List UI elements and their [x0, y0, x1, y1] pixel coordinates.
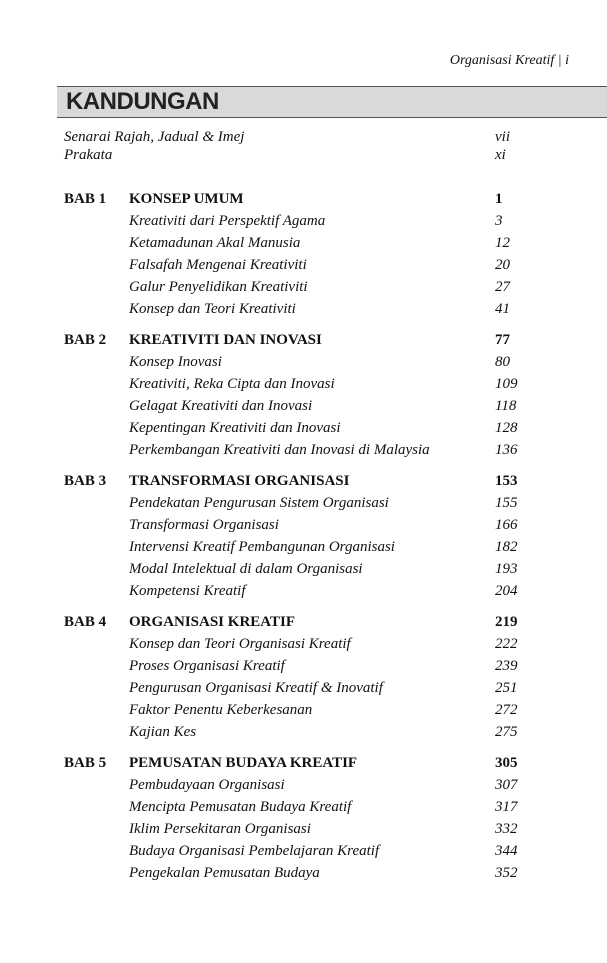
- section-title: Galur Penyelidikan Kreativiti: [129, 279, 308, 295]
- section-entry: [64, 699, 544, 721]
- section-entry: [64, 818, 544, 840]
- chapter-block: [64, 752, 544, 884]
- front-matter-entry: [64, 146, 544, 164]
- section-page: 3: [495, 213, 503, 229]
- chapter-block: [64, 470, 544, 602]
- section-page: 155: [495, 495, 518, 511]
- section-title: Proses Organisasi Kreatif: [129, 658, 285, 674]
- section-entry: [64, 580, 544, 602]
- section-page: 317: [495, 799, 518, 815]
- section-title: Kajian Kes: [129, 724, 197, 740]
- chapter-page: 1: [495, 191, 503, 207]
- section-page: 136: [495, 442, 518, 458]
- section-page: 193: [495, 561, 518, 577]
- section-page: 182: [495, 539, 518, 555]
- running-head: Organisasi Kreatif | i: [449, 53, 569, 68]
- section-page: 332: [495, 821, 518, 837]
- chapter-label: BAB 5: [64, 755, 107, 771]
- section-page: 12: [495, 235, 510, 251]
- chapter-heading: [64, 470, 544, 492]
- section-title: Transformasi Organisasi: [129, 517, 279, 533]
- section-entry: [64, 254, 544, 276]
- section-title: Perkembangan Kreativiti dan Inovasi di Malaysia: [129, 442, 430, 458]
- section-title: Pembudayaan Organisasi: [129, 777, 285, 793]
- section-page: 128: [495, 420, 518, 436]
- section-page: 222: [495, 636, 518, 652]
- section-entry: [64, 351, 544, 373]
- section-entry: [64, 439, 544, 461]
- section-title: Mencipta Pemusatan Budaya Kreatif: [129, 799, 352, 815]
- title-bar: [57, 86, 607, 118]
- section-entry: [64, 210, 544, 232]
- section-page: 272: [495, 702, 518, 718]
- section-title: Pendekatan Pengurusan Sistem Organisasi: [129, 495, 389, 511]
- section-page: 166: [495, 517, 518, 533]
- section-page: 344: [495, 843, 518, 859]
- section-entry: [64, 774, 544, 796]
- section-entry: [64, 721, 544, 743]
- chapter-title: TRANSFORMASI ORGANISASI: [129, 473, 350, 489]
- section-entry: [64, 395, 544, 417]
- section-title: Konsep dan Teori Kreativiti: [129, 301, 296, 317]
- chapter-block: [64, 188, 544, 320]
- section-entry: [64, 655, 544, 677]
- section-page: 307: [495, 777, 518, 793]
- section-title: Gelagat Kreativiti dan Inovasi: [129, 398, 313, 414]
- section-title: Konsep Inovasi: [129, 354, 222, 370]
- section-page: 239: [495, 658, 518, 674]
- section-entry: [64, 373, 544, 395]
- section-title: Pengekalan Pemusatan Budaya: [129, 865, 320, 881]
- chapter-heading: [64, 188, 544, 210]
- section-title: Falsafah Mengenai Kreativiti: [129, 257, 307, 273]
- section-page: 118: [495, 398, 517, 414]
- chapter-block: [64, 329, 544, 461]
- entry-title: Senarai Rajah, Jadual & Imej: [64, 129, 245, 145]
- section-title: Ketamadunan Akal Manusia: [129, 235, 301, 251]
- section-page: 275: [495, 724, 518, 740]
- section-entry: [64, 558, 544, 580]
- section-title: Iklim Persekitaran Organisasi: [129, 821, 311, 837]
- section-title: Kompetensi Kreatif: [129, 583, 246, 599]
- front-matter-entry: [64, 128, 544, 146]
- section-title: Modal Intelektual di dalam Organisasi: [129, 561, 363, 577]
- section-title: Intervensi Kreatif Pembangunan Organisasi: [129, 539, 395, 555]
- section-title: Kreativiti dari Perspektif Agama: [129, 213, 326, 229]
- entry-page: xi: [495, 147, 506, 163]
- section-title: Budaya Organisasi Pembelajaran Kreatif: [129, 843, 380, 859]
- chapter-list: [64, 188, 544, 893]
- section-entry: [64, 298, 544, 320]
- section-entry: [64, 677, 544, 699]
- chapter-label: BAB 4: [64, 614, 107, 630]
- section-title: Konsep dan Teori Organisasi Kreatif: [129, 636, 351, 652]
- chapter-title: KREATIVITI DAN INOVASI: [129, 332, 322, 348]
- chapter-heading: [64, 329, 544, 351]
- entry-title: Prakata: [64, 147, 113, 163]
- section-page: 20: [495, 257, 510, 273]
- section-entry: [64, 492, 544, 514]
- section-page: 109: [495, 376, 518, 392]
- section-page: 204: [495, 583, 518, 599]
- page-title: KANDUNGAN: [66, 88, 219, 115]
- section-page: 27: [495, 279, 510, 295]
- section-title: Kreativiti, Reka Cipta dan Inovasi: [129, 376, 335, 392]
- chapter-heading: [64, 752, 544, 774]
- section-entry: [64, 536, 544, 558]
- section-entry: [64, 796, 544, 818]
- section-entry: [64, 840, 544, 862]
- chapter-title: PEMUSATAN BUDAYA KREATIF: [129, 755, 358, 771]
- section-entry: [64, 514, 544, 536]
- section-title: Pengurusan Organisasi Kreatif & Inovatif: [129, 680, 383, 696]
- section-title: Kepentingan Kreativiti dan Inovasi: [129, 420, 341, 436]
- section-entry: [64, 276, 544, 298]
- chapter-label: BAB 1: [64, 191, 107, 207]
- front-matter-list: [64, 128, 544, 164]
- section-entry: [64, 862, 544, 884]
- chapter-label: BAB 3: [64, 473, 107, 489]
- section-entry: [64, 633, 544, 655]
- section-entry: [64, 232, 544, 254]
- entry-page: vii: [495, 129, 510, 145]
- chapter-heading: [64, 611, 544, 633]
- section-entry: [64, 417, 544, 439]
- section-page: 80: [495, 354, 510, 370]
- chapter-page: 219: [495, 614, 518, 630]
- chapter-page: 153: [495, 473, 518, 489]
- section-title: Faktor Penentu Keberkesanan: [129, 702, 313, 718]
- chapter-title: KONSEP UMUM: [129, 191, 244, 207]
- section-page: 251: [495, 680, 518, 696]
- chapter-page: 77: [495, 332, 510, 348]
- chapter-title: ORGANISASI KREATIF: [129, 614, 296, 630]
- chapter-block: [64, 611, 544, 743]
- section-page: 41: [495, 301, 510, 317]
- section-page: 352: [495, 865, 518, 881]
- chapter-label: BAB 2: [64, 332, 107, 348]
- chapter-page: 305: [495, 755, 518, 771]
